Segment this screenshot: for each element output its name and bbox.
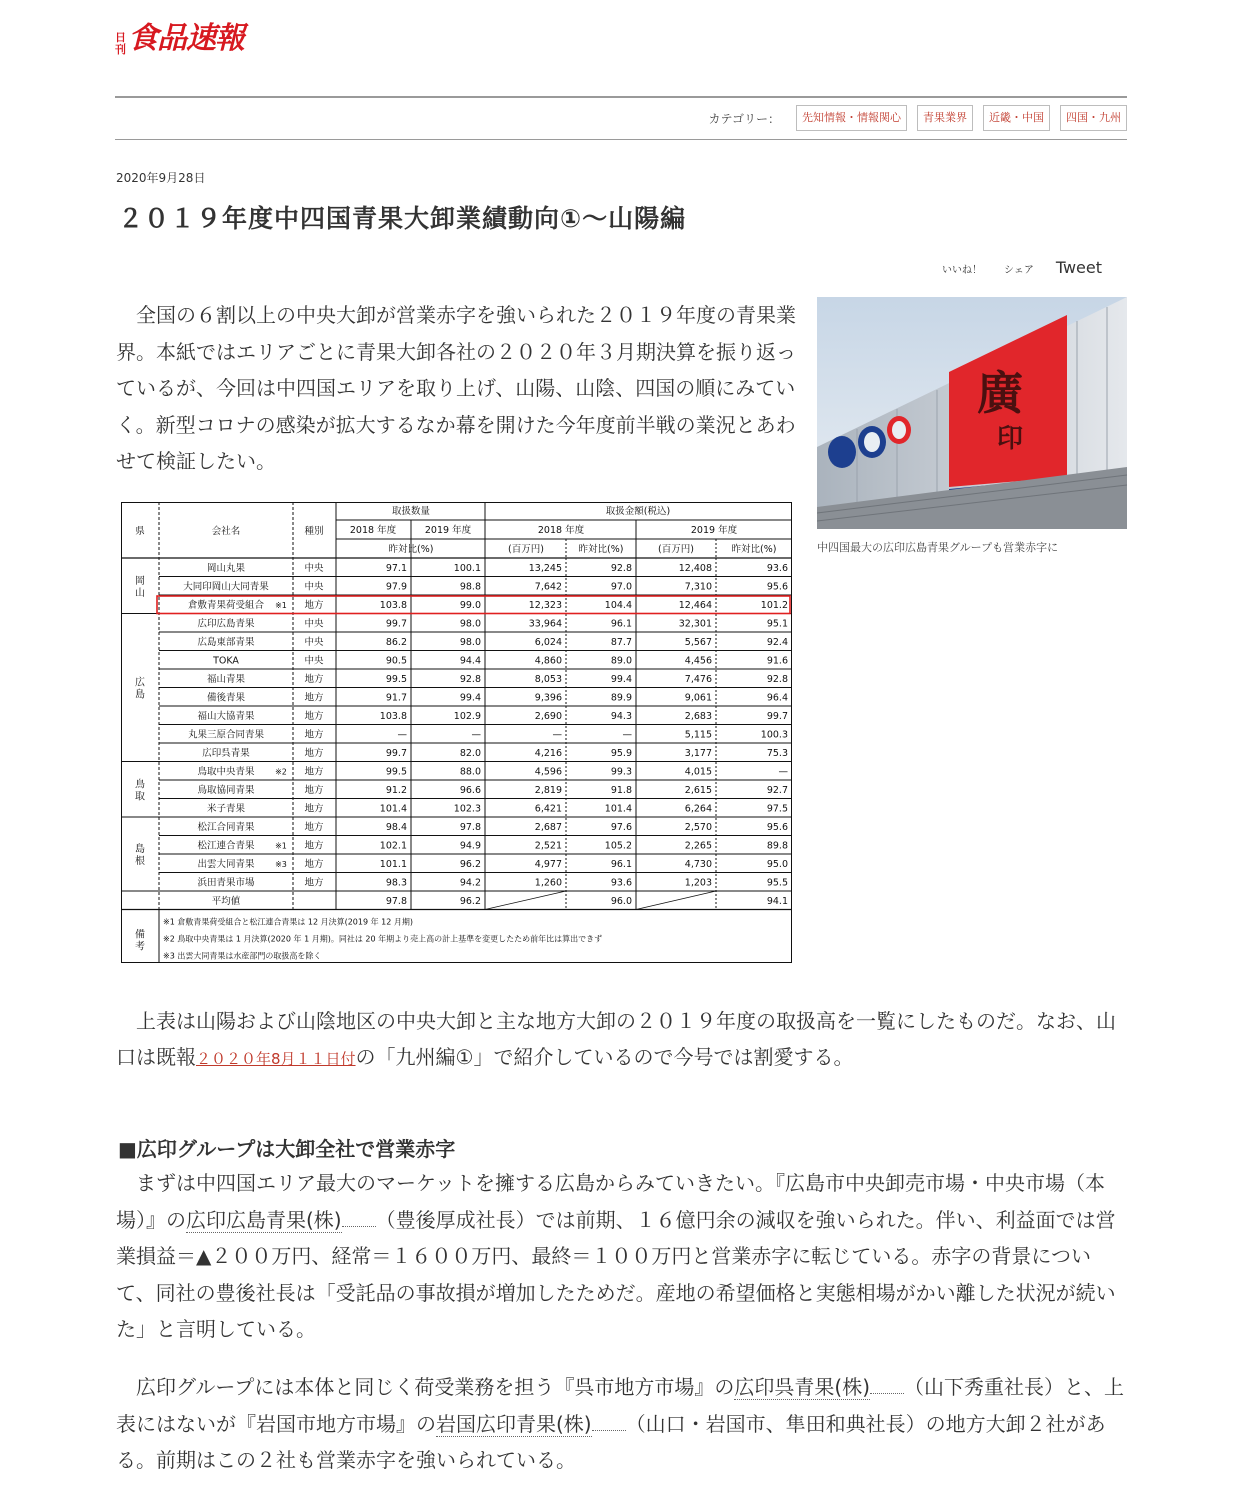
cell-vol-2019: 88.0 bbox=[459, 766, 481, 778]
cell-amt-2019: 4,015 bbox=[684, 766, 712, 778]
market-building-illustration bbox=[817, 297, 1127, 529]
category-label: カテゴリー： bbox=[708, 111, 780, 126]
share-button[interactable]: シェア bbox=[1004, 265, 1034, 276]
cell-company: 出雲大同青果 bbox=[197, 859, 255, 870]
logo-small-text: 日 刊 bbox=[115, 31, 126, 56]
cell-vol-2019: 92.8 bbox=[459, 674, 481, 685]
cell-type: 地方 bbox=[304, 674, 324, 685]
cell-vol-2019: 94.4 bbox=[459, 655, 481, 667]
cell-yoy-2018: 92.8 bbox=[610, 563, 632, 574]
cell-average-label: 平均値 bbox=[211, 896, 241, 907]
cell-note: ※2 bbox=[275, 767, 287, 777]
cell-yoy-2019: 95.5 bbox=[766, 877, 788, 889]
cell-type: 中央 bbox=[304, 655, 324, 667]
article-title: ２０１９年度中四国青果大卸業績動向①～山陽編 bbox=[118, 204, 687, 233]
cell-type: 中央 bbox=[304, 637, 324, 648]
cell-vol-2018: 101.1 bbox=[379, 859, 407, 870]
cell-company: 備後青果 bbox=[206, 692, 246, 704]
cell-yoy-2019: 95.1 bbox=[766, 618, 788, 630]
cell-amt-2018: 33,964 bbox=[528, 618, 562, 630]
cell-company: 鳥取中央青果 bbox=[197, 766, 255, 778]
cell-yoy-2018: 96.1 bbox=[610, 618, 632, 630]
cell-average-yoy-2018: 96.0 bbox=[610, 896, 632, 907]
cell-prefecture: 鳥取 bbox=[135, 779, 145, 803]
th-type: 種別 bbox=[304, 526, 324, 537]
category-tag-2[interactable]: 青果業界 bbox=[917, 105, 973, 131]
cell-yoy-2018: 95.9 bbox=[610, 748, 632, 759]
cell-note: ※1 bbox=[275, 601, 287, 610]
cell-yoy-2019: 93.6 bbox=[766, 563, 788, 574]
cell-company: TOKA bbox=[213, 655, 239, 667]
cell-amt-2019: 7,476 bbox=[684, 674, 712, 685]
cell-note: ※1 bbox=[275, 841, 287, 851]
cell-amt-2019: 32,301 bbox=[678, 618, 712, 630]
cell-amt-2018: 7,642 bbox=[534, 581, 562, 593]
cell-type: 中央 bbox=[304, 563, 324, 574]
th-amt-2018-yoy: 昨対比(%) bbox=[578, 544, 624, 555]
company-link-hiroshima[interactable]: 広印広島青果(株) bbox=[186, 1207, 342, 1232]
cell-yoy-2019: 91.6 bbox=[766, 655, 788, 667]
cell-amt-2019: 6,264 bbox=[684, 803, 712, 815]
cell-average-vol-2019: 96.2 bbox=[459, 896, 481, 907]
cell-yoy-2018: — bbox=[622, 729, 632, 741]
cell-amt-2019: 1,203 bbox=[684, 877, 712, 889]
cell-average-yoy-2019: 94.1 bbox=[766, 896, 788, 907]
cell-yoy-2019: 97.5 bbox=[766, 803, 788, 815]
th-vol-2019: 2019 年度 bbox=[424, 525, 472, 536]
cell-vol-2018: 99.5 bbox=[385, 674, 407, 685]
cell-yoy-2018: 87.7 bbox=[610, 637, 632, 648]
cell-amt-2018: 2,521 bbox=[534, 840, 562, 852]
photo-sign-char-2: 印 bbox=[997, 424, 1024, 454]
cell-amt-2018: 4,596 bbox=[534, 766, 562, 778]
remark-line: ※2 鳥取中央青果は 1 月決算(2020 年 1 月期)。同社は 20 年期より売上高の計上基準を変更したため前年比は算出できず bbox=[163, 934, 603, 944]
cell-prefecture: 岡山 bbox=[135, 575, 145, 599]
cell-yoy-2018: 89.0 bbox=[610, 655, 632, 667]
cell-vol-2018: — bbox=[397, 729, 407, 741]
cell-type: 地方 bbox=[304, 729, 324, 741]
cell-vol-2018: 101.4 bbox=[379, 803, 407, 815]
cell-company: 松江合同青果 bbox=[197, 822, 255, 833]
cell-type: 地方 bbox=[304, 711, 324, 722]
cell-company: 丸果三原合同青果 bbox=[187, 729, 265, 741]
category-bar bbox=[708, 103, 1127, 133]
th-vol-yoy: 昨対比(%) bbox=[388, 544, 434, 555]
cell-yoy-2018: 97.6 bbox=[610, 822, 632, 833]
cell-type: 地方 bbox=[304, 766, 324, 778]
site-logo[interactable] bbox=[115, 22, 244, 56]
intro-paragraph: 全国の６割以上の中央大卸が営業赤字を強いられた２０１９年度の青果業界。本紙ではエリアごとに青果大卸各社の２０２０年３月期決算を振り返っているが、今回は中四国エリアを取り上げ、山陽、山陰、四国の順にみていく。新型コロナの感染が拡大するなか幕を開けた今年度前半戦の業況とあわせて検証したい。 bbox=[116, 303, 796, 473]
cell-amt-2018: 2,687 bbox=[534, 822, 562, 833]
paragraph-table-note: 上表は山陽および山陰地区の中央大卸と主な地方大卸の２０１９年度の取扱高を一覧にしたものだ。なお、山口は既報２０２０年8月１１日付の「九州編①」で紹介しているので今号では割愛する。 bbox=[116, 1009, 1116, 1069]
th-amt-2018: 2018 年度 bbox=[537, 525, 585, 536]
cell-vol-2018: 98.3 bbox=[385, 877, 407, 889]
cell-amt-2019: 2,615 bbox=[684, 785, 712, 796]
cell-amt-2018: 2,690 bbox=[534, 711, 562, 722]
category-tag-3[interactable]: 近畿・中国 bbox=[983, 105, 1050, 131]
cell-amt-2018: 4,977 bbox=[534, 859, 562, 870]
cell-vol-2018: 91.7 bbox=[385, 692, 407, 704]
company-link-iwakuni[interactable]: 岩国広印青果(株) bbox=[436, 1411, 592, 1436]
th-company: 会社名 bbox=[211, 526, 241, 537]
photo-sign-char-1: 廣 bbox=[977, 366, 1023, 420]
cell-vol-2018: 90.5 bbox=[385, 655, 407, 667]
cell-type: 地方 bbox=[304, 748, 324, 759]
cell-yoy-2019: 92.8 bbox=[766, 674, 788, 685]
th-amt-2018-million: (百万円) bbox=[508, 544, 544, 555]
cell-prefecture: 広島 bbox=[135, 677, 145, 701]
cell-prefecture: 島根 bbox=[135, 844, 145, 867]
cell-vol-2019: 99.4 bbox=[459, 692, 481, 704]
cell-yoy-2019: 100.3 bbox=[760, 729, 788, 741]
cell-amt-2018: 2,819 bbox=[534, 785, 562, 796]
cell-yoy-2019: 92.7 bbox=[766, 785, 788, 796]
cell-amt-2019: 7,310 bbox=[684, 581, 712, 593]
cell-yoy-2018: 91.8 bbox=[610, 785, 632, 796]
cell-vol-2019: 102.3 bbox=[453, 803, 481, 815]
cell-vol-2018: 99.7 bbox=[385, 618, 407, 630]
article-photo bbox=[817, 297, 1127, 529]
cell-company: 福山青果 bbox=[206, 674, 246, 685]
cell-company: 広島東部青果 bbox=[197, 637, 255, 648]
cell-yoy-2018: 96.1 bbox=[610, 859, 632, 870]
cell-average-vol-2018: 97.8 bbox=[385, 896, 407, 907]
cell-amt-2019: 9,061 bbox=[684, 692, 712, 704]
cell-yoy-2018: 94.3 bbox=[610, 711, 632, 722]
cell-yoy-2019: 95.6 bbox=[766, 822, 788, 833]
performance-table-svg bbox=[121, 502, 792, 963]
cell-vol-2019: 96.2 bbox=[459, 859, 481, 870]
cell-vol-2019: 99.0 bbox=[459, 600, 481, 611]
cell-company: 松江連合青果 bbox=[197, 840, 255, 852]
cell-type: 地方 bbox=[304, 877, 324, 889]
cell-vol-2018: 99.7 bbox=[385, 748, 407, 759]
cell-yoy-2018: 97.0 bbox=[610, 581, 632, 593]
cell-type: 地方 bbox=[304, 822, 324, 833]
cell-vol-2019: 102.9 bbox=[453, 711, 481, 722]
th-amt-2019-yoy: 昨対比(%) bbox=[731, 544, 777, 555]
cell-amt-2019: 12,464 bbox=[678, 600, 712, 611]
cell-yoy-2018: 99.3 bbox=[610, 766, 632, 778]
cell-amt-2019: 3,177 bbox=[684, 748, 712, 759]
cell-company: 広印広島青果 bbox=[197, 618, 255, 630]
cell-vol-2019: 82.0 bbox=[459, 748, 481, 759]
remark-line: ※1 倉敷青果荷受組合と松江連合青果は 12 月決算(2019 年 12 月期) bbox=[163, 917, 414, 927]
cell-note: ※3 bbox=[275, 860, 287, 869]
th-vol-2018: 2018 年度 bbox=[349, 525, 397, 536]
cell-vol-2018: 99.5 bbox=[385, 766, 407, 778]
cell-type: 地方 bbox=[304, 840, 324, 852]
cell-vol-2018: 97.1 bbox=[385, 563, 407, 574]
cell-type: 中央 bbox=[304, 581, 324, 593]
th-amt-2019-million: (百万円) bbox=[658, 544, 694, 555]
cell-company: 岡山丸果 bbox=[206, 563, 246, 574]
cell-amt-2018: 4,216 bbox=[534, 748, 562, 759]
cell-amt-2019: 5,567 bbox=[684, 637, 712, 648]
cell-vol-2018: 98.4 bbox=[385, 822, 407, 833]
cell-amt-2018: 8,053 bbox=[534, 674, 562, 685]
cell-amt-2018: 6,024 bbox=[534, 637, 562, 648]
cell-yoy-2019: 92.4 bbox=[766, 637, 788, 648]
cell-company: 広印呉青果 bbox=[202, 748, 250, 759]
cell-amt-2019: 4,730 bbox=[684, 859, 712, 870]
cell-type: 地方 bbox=[304, 692, 324, 704]
article-date: 2020年9月28日 bbox=[116, 171, 206, 185]
cell-amt-2019: 12,408 bbox=[678, 563, 712, 574]
cell-amt-2019: 2,683 bbox=[684, 711, 712, 722]
remarks-label: 備考 bbox=[135, 929, 145, 953]
cell-vol-2019: 96.6 bbox=[459, 785, 481, 796]
cell-yoy-2018: 104.4 bbox=[604, 600, 632, 611]
cell-amt-2018: 1,260 bbox=[534, 877, 562, 889]
cell-vol-2019: 97.8 bbox=[459, 822, 481, 833]
cell-yoy-2019: — bbox=[778, 766, 788, 778]
header-divider-bottom bbox=[115, 139, 1127, 140]
cell-amt-2018: 12,323 bbox=[528, 600, 562, 611]
header-divider-top bbox=[115, 96, 1127, 98]
cell-yoy-2018: 99.4 bbox=[610, 674, 632, 685]
cell-vol-2018: 103.8 bbox=[379, 600, 407, 611]
logo-main-text: 食品速報 bbox=[128, 21, 244, 56]
th-volume: 取扱数量 bbox=[391, 506, 431, 517]
cell-type: 地方 bbox=[304, 600, 324, 611]
cell-amt-2019: 5,115 bbox=[684, 729, 712, 741]
category-tag-4[interactable]: 四国・九州 bbox=[1060, 105, 1127, 131]
cell-vol-2018: 102.1 bbox=[379, 840, 407, 852]
paragraph-hiroshima: まずは中四国エリア最大のマーケットを擁する広島からみていきたい。『広島市中央卸売市場・中央市場（本場）』の広印広島青果(株) （豊後厚成社長）では前期、１６億円余の減収を強いられた。伴い、利益面では営業損益＝▲２００万円、経常＝１６００万円、最終＝１００万円と営業赤字に転じている。赤字の背景について、同社の豊後社長は「受託品の事故損が増加したためだ。産地の希望価格と実態相場がかい離した状況が続いた」と言明している。 bbox=[116, 1171, 1116, 1341]
category-tag-1[interactable]: 先知情報・情報関心 bbox=[796, 105, 907, 131]
cell-company: 米子青果 bbox=[206, 803, 246, 815]
section-heading: ■広印グループは大卸全社で営業赤字 bbox=[118, 1137, 456, 1161]
cell-vol-2018: 97.9 bbox=[385, 581, 407, 593]
archive-link[interactable]: ２０２０年8月１１日付 bbox=[196, 1050, 356, 1068]
cell-amt-2018: 13,245 bbox=[528, 563, 562, 574]
cell-yoy-2019: 99.7 bbox=[766, 711, 788, 722]
cell-type: 地方 bbox=[304, 803, 324, 815]
cell-yoy-2019: 75.3 bbox=[766, 748, 788, 759]
cell-vol-2018: 91.2 bbox=[385, 785, 407, 796]
cell-vol-2019: — bbox=[471, 729, 481, 741]
cell-yoy-2018: 105.2 bbox=[604, 840, 632, 852]
cell-yoy-2019: 89.8 bbox=[766, 840, 788, 852]
cell-type: 地方 bbox=[304, 859, 324, 870]
cell-amt-2018: 4,860 bbox=[534, 655, 562, 667]
cell-vol-2019: 94.9 bbox=[459, 840, 481, 852]
cell-vol-2019: 98.0 bbox=[459, 637, 481, 648]
cell-vol-2018: 103.8 bbox=[379, 711, 407, 722]
cell-vol-2019: 94.2 bbox=[459, 877, 481, 889]
like-button[interactable]: いいね！ bbox=[942, 265, 983, 276]
social-buttons bbox=[942, 258, 1102, 277]
cell-company: 大同印岡山大同青果 bbox=[183, 581, 269, 593]
performance-table bbox=[121, 502, 792, 963]
cell-amt-2019: 2,265 bbox=[684, 840, 712, 852]
cell-amt-2019: 4,456 bbox=[684, 655, 712, 667]
cell-yoy-2019: 95.0 bbox=[766, 859, 788, 870]
th-amt-2019: 2019 年度 bbox=[690, 525, 738, 536]
photo-caption: 中四国最大の広印広島青果グループも営業赤字に bbox=[817, 541, 1059, 554]
company-link-kure[interactable]: 広印呉青果(株) bbox=[734, 1375, 871, 1399]
cell-company: 鳥取協同青果 bbox=[197, 785, 255, 796]
cell-amt-2018: 6,421 bbox=[534, 803, 562, 815]
cell-yoy-2019: 96.4 bbox=[766, 692, 788, 704]
th-amount: 取扱金額(税込) bbox=[605, 506, 671, 517]
cell-company: 倉敷青果荷受組合 bbox=[187, 600, 265, 611]
th-pref: 県 bbox=[135, 526, 145, 537]
cell-company: 福山大協青果 bbox=[197, 711, 255, 722]
cell-vol-2018: 86.2 bbox=[385, 637, 407, 648]
cell-yoy-2018: 93.6 bbox=[610, 877, 632, 889]
cell-vol-2019: 98.8 bbox=[459, 581, 481, 593]
cell-company: 浜田青果市場 bbox=[197, 877, 255, 889]
tweet-button[interactable]: Tweet bbox=[1055, 258, 1102, 277]
cell-vol-2019: 100.1 bbox=[453, 563, 481, 574]
cell-yoy-2018: 89.9 bbox=[610, 692, 632, 704]
cell-amt-2018: 9,396 bbox=[534, 692, 562, 704]
cell-type: 地方 bbox=[304, 785, 324, 796]
cell-yoy-2019: 95.6 bbox=[766, 581, 788, 593]
cell-amt-2019: 2,570 bbox=[684, 822, 712, 833]
remark-line: ※3 出雲大同青果は水産部門の取扱高を除く bbox=[163, 951, 322, 961]
cell-yoy-2019: 101.2 bbox=[760, 600, 788, 611]
cell-type: 中央 bbox=[304, 618, 324, 630]
cell-amt-2018: — bbox=[552, 729, 562, 741]
cell-vol-2019: 98.0 bbox=[459, 618, 481, 630]
paragraph-group: 広印グループには本体と同じく荷受業務を担う『呉市地方市場』の広印呉青果(株) （山下秀重社長）と、上表にはないが『岩国市地方市場』の岩国広印青果(株) （山口・岩国市、隼田和典社長）の地方大卸２社がある。前期はこの２社も営業赤字を強いられている。 bbox=[116, 1375, 1125, 1472]
cell-yoy-2018: 101.4 bbox=[604, 803, 632, 815]
